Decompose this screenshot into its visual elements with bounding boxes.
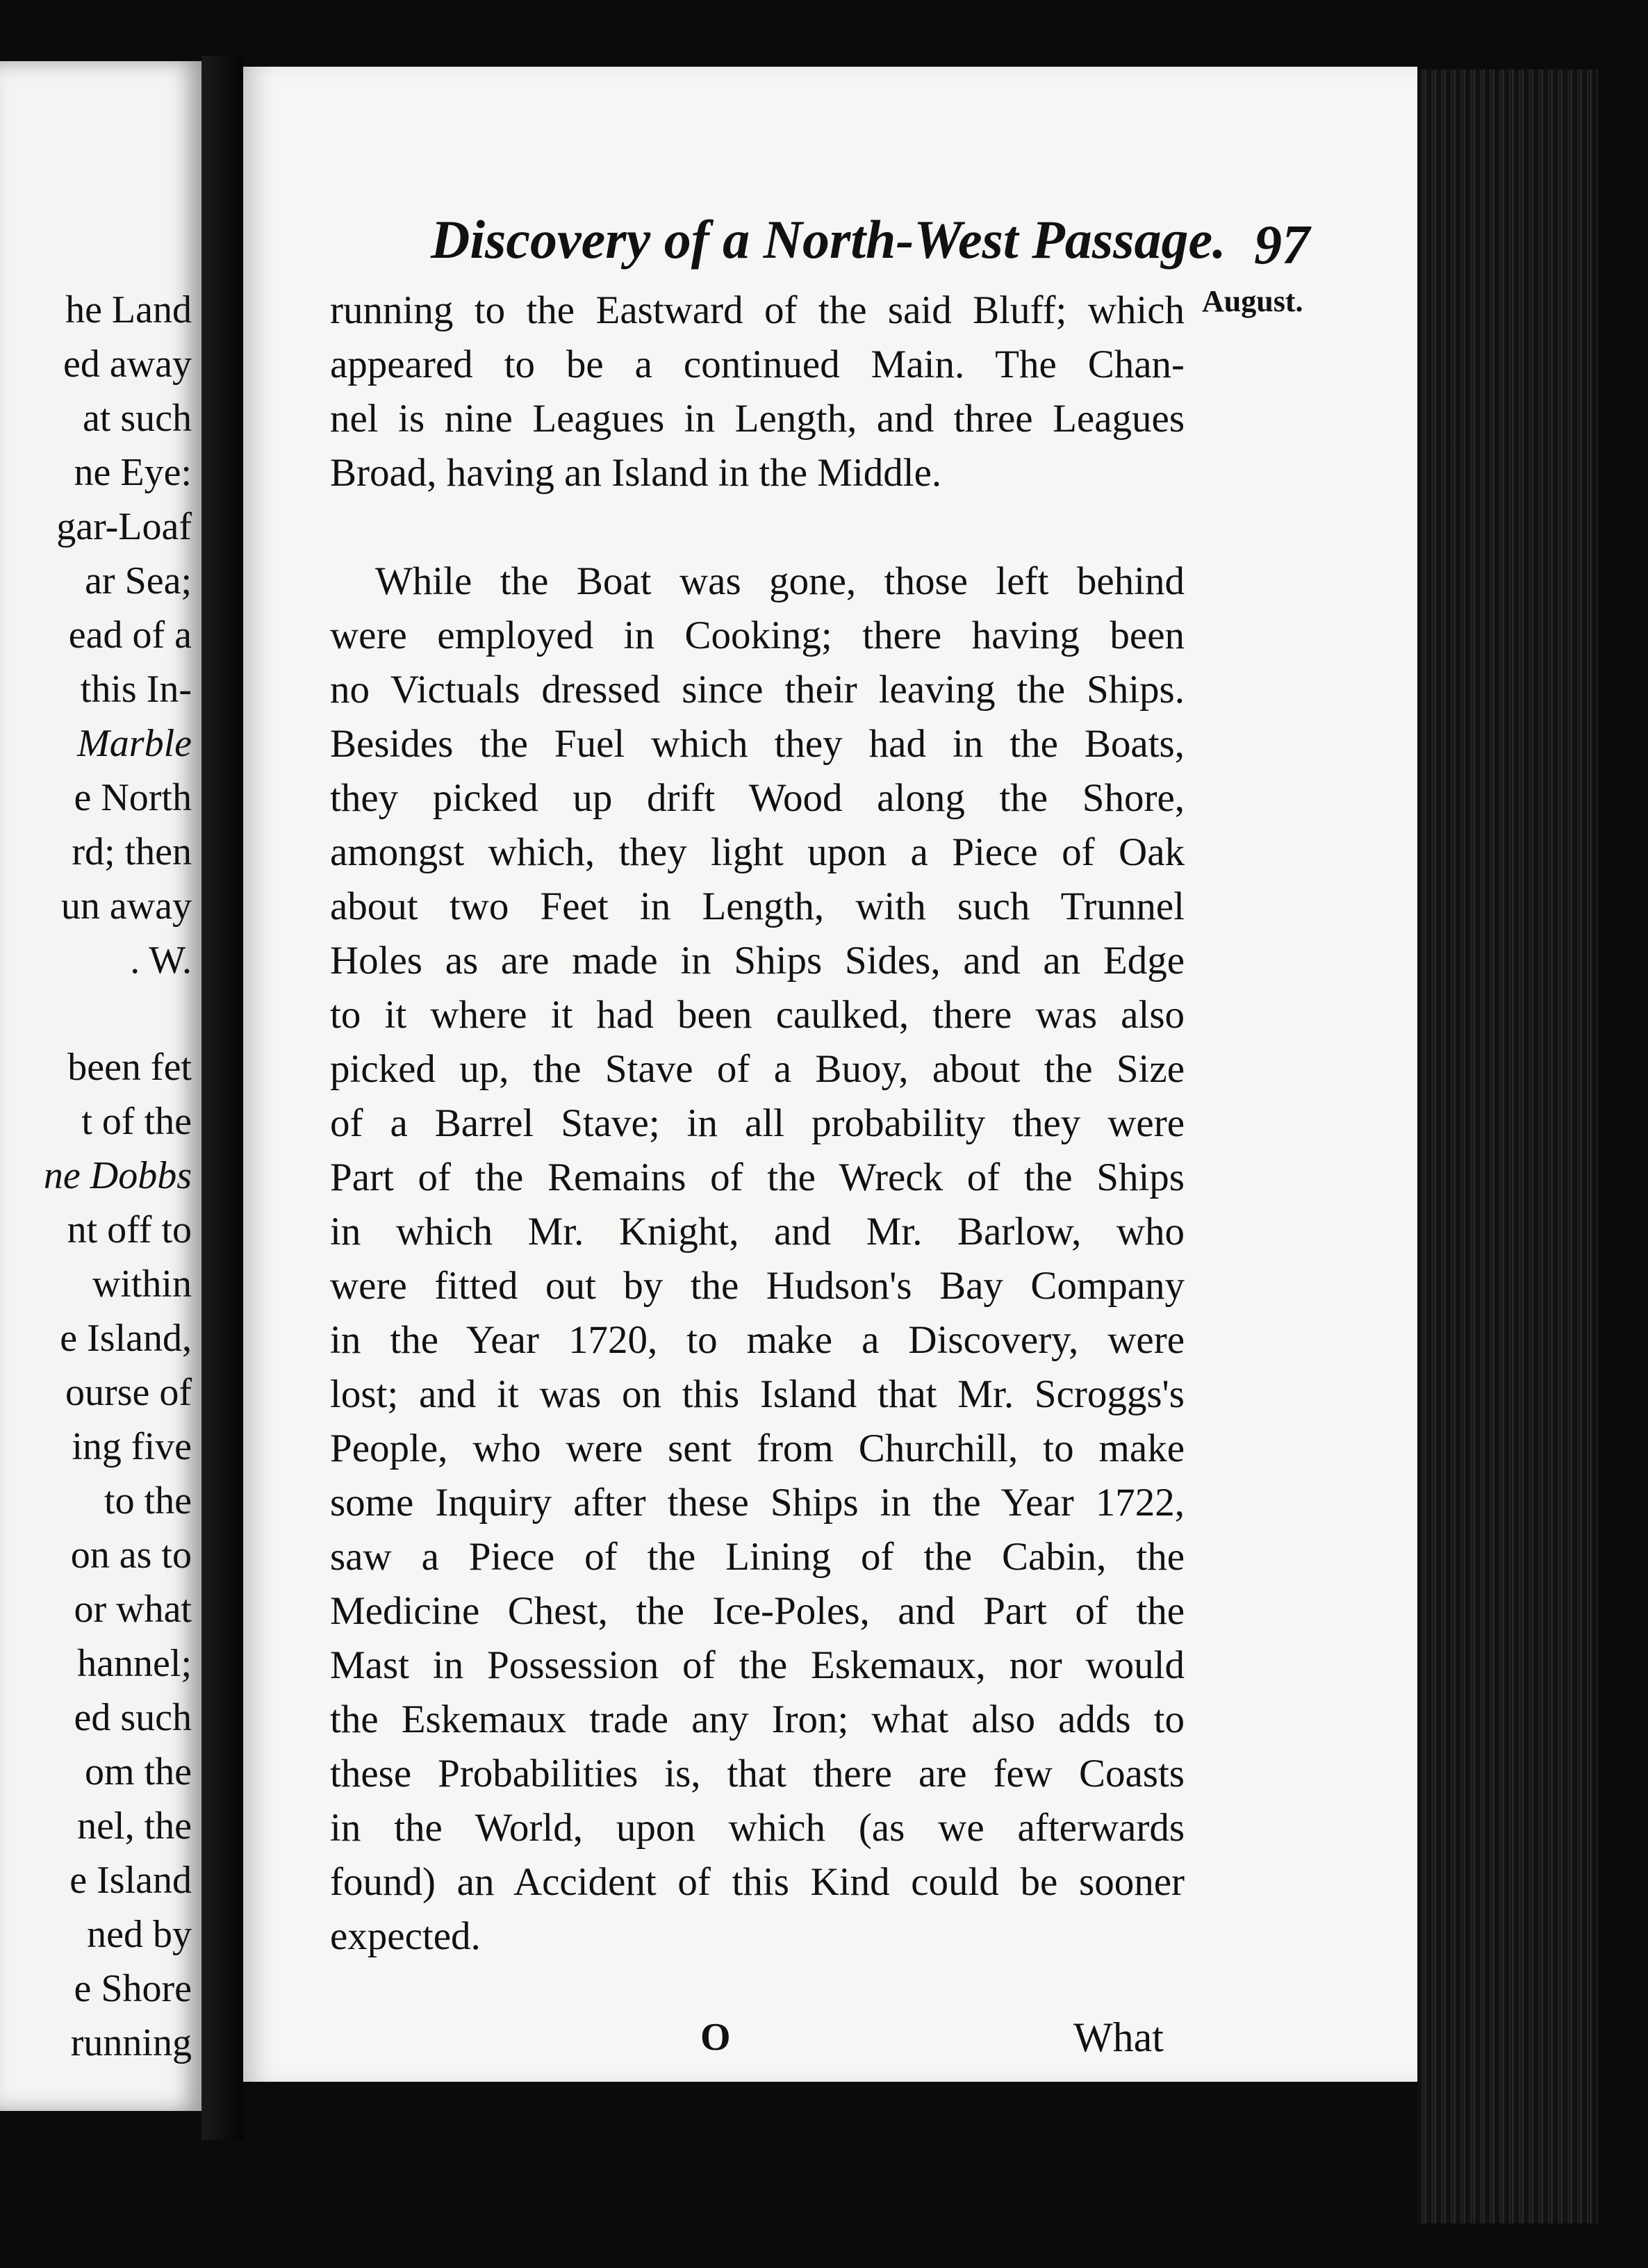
left-text-line: Marble: [77, 722, 192, 765]
text-line: lost; and it was on this Island that Mr. Scroggs's: [330, 1372, 1185, 1416]
left-text-line: . W.: [130, 939, 192, 982]
text-line: were employed in Cooking; there having been: [330, 614, 1185, 657]
text-line: the Eskemaux trade any Iron; what also adds to: [330, 1698, 1185, 1741]
left-text-line: e Shore: [74, 1967, 192, 2010]
page-edges: [1417, 69, 1598, 2224]
book-gutter: [201, 56, 243, 2140]
left-text-line: on as to: [70, 1534, 192, 1577]
left-text-line: within: [92, 1263, 192, 1306]
text-line: People, who were sent from Churchill, to make: [330, 1427, 1185, 1470]
left-text-line: e Island: [69, 1859, 192, 1902]
text-line: in which Mr. Knight, and Mr. Barlow, who: [330, 1210, 1185, 1254]
left-text-line: ned by: [87, 1913, 192, 1956]
text-line: Besides the Fuel which they had in the Boats,: [330, 722, 1185, 766]
text-line: Part of the Remains of the Wreck of the Ships: [330, 1156, 1185, 1199]
left-text-line: this In-: [80, 668, 192, 711]
left-text-line: ed such: [74, 1696, 192, 1739]
text-line: While the Boat was gone, those left behind: [375, 559, 1185, 603]
left-text-line: to the: [104, 1479, 192, 1522]
text-line: no Victuals dressed since their leaving the Ships.: [330, 668, 1185, 712]
text-line: in the World, upon which (as we afterwards: [330, 1806, 1185, 1850]
text-line: in the Year 1720, to make a Discovery, were: [330, 1318, 1185, 1362]
text-line: found) an Accident of this Kind could be sooner: [330, 1860, 1185, 1904]
left-text-line: un away: [60, 885, 192, 928]
text-line: were fitted out by the Hudson's Bay Company: [330, 1264, 1185, 1308]
left-text-line: e North: [74, 776, 192, 819]
left-text-line: ar Sea;: [85, 559, 192, 602]
text-line: Broad, having an Island in the Middle.: [330, 451, 942, 495]
running-head: Discovery of a North-West Passage.: [431, 209, 1226, 270]
left-text-line: om the: [85, 1750, 192, 1793]
left-text-line: gar-Loaf: [56, 505, 192, 548]
text-line: expected.: [330, 1914, 481, 1958]
text-line: saw a Piece of the Lining of the Cabin, the: [330, 1535, 1185, 1579]
text-line: amongst which, they light upon a Piece of Oak: [330, 830, 1185, 874]
left-text-line: running: [70, 2021, 192, 2064]
text-line: about two Feet in Length, with such Trunnel: [330, 885, 1185, 928]
left-text-line: ne Dobbs: [43, 1154, 192, 1197]
left-text-line: ed away: [63, 343, 192, 386]
left-text-line: ne Eye:: [74, 451, 192, 494]
text-line: these Probabilities is, that there are few Coasts: [330, 1752, 1185, 1796]
left-text-line: he Land: [65, 288, 192, 331]
left-text-line: nt off to: [67, 1208, 192, 1251]
left-text-line: e Island,: [60, 1317, 192, 1360]
text-line: running to the Eastward of the said Bluff; which: [330, 288, 1185, 332]
left-text-line: hannel;: [77, 1642, 192, 1685]
left-text-line: ourse of: [65, 1371, 192, 1414]
page-number: 97: [1254, 215, 1310, 276]
left-text-line: been fet: [67, 1046, 192, 1089]
text-line: appeared to be a continued Main. The Chan-: [330, 343, 1185, 386]
signature-mark: O: [700, 2016, 731, 2059]
left-text-line: t of the: [81, 1100, 192, 1143]
margin-note: August.: [1202, 284, 1303, 318]
text-line: they picked up drift Wood along the Shore,: [330, 776, 1185, 820]
text-line: to it where it had been caulked, there was also: [330, 993, 1185, 1037]
left-text-line: ead of a: [68, 614, 192, 657]
left-text-line: or what: [74, 1588, 192, 1631]
text-line: Holes as are made in Ships Sides, and an Edge: [330, 939, 1185, 983]
left-page: [0, 61, 201, 2111]
text-line: Mast in Possession of the Eskemaux, nor would: [330, 1643, 1185, 1687]
text-line: nel is nine Leagues in Length, and three Leagues: [330, 397, 1185, 441]
text-line: of a Barrel Stave; in all probability they were: [330, 1101, 1185, 1145]
left-text-line: rd; then: [72, 830, 192, 873]
left-text-line: ing five: [72, 1425, 192, 1468]
text-line: picked up, the Stave of a Buoy, about the Size: [330, 1047, 1185, 1091]
text-line: Medicine Chest, the Ice-Poles, and Part of the: [330, 1589, 1185, 1633]
catchword: What: [1073, 2014, 1164, 2060]
left-text-line: nel, the: [77, 1805, 192, 1848]
text-line: some Inquiry after these Ships in the Year 1722,: [330, 1481, 1185, 1525]
left-text-line: at such: [82, 397, 192, 440]
